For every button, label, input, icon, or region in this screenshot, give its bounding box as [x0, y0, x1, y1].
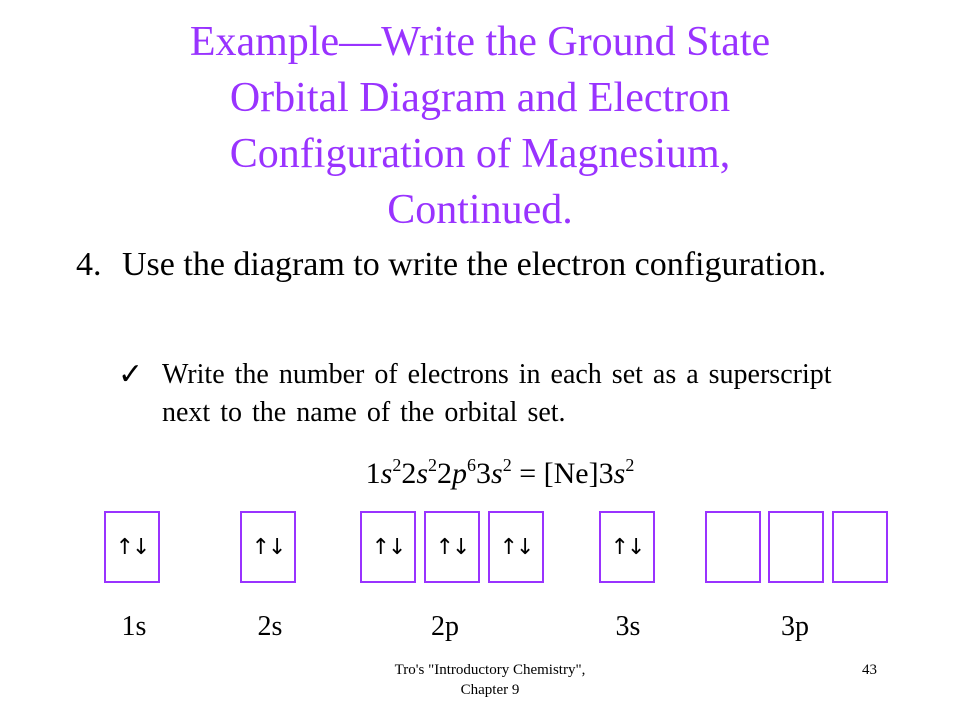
page-number: 43: [862, 662, 877, 678]
up-down-arrows-icon: ↑↓: [610, 534, 644, 560]
step-text: Use the diagram to write the electron configuration.: [122, 246, 827, 283]
orbital-box-1s: [104, 511, 160, 583]
title-line: Example—Write the Ground State: [189, 19, 771, 65]
electron-configuration: $1s^22s^22p^63s^2 = [Ne]3s^2$: [365, 455, 635, 490]
up-down-arrows-icon: ↑↓: [499, 534, 533, 560]
orbital-label-2s: 2s: [257, 611, 283, 642]
orbital-label-2p: 2p: [431, 611, 459, 642]
orbital-box-3s: [599, 511, 655, 583]
orbital-box-3p: [832, 511, 888, 583]
step-number: 4.: [76, 246, 102, 283]
orbital-box-2p: [360, 511, 416, 583]
up-down-arrows-icon: ↑↓: [251, 534, 285, 560]
up-down-arrows-icon: ↑↓: [115, 534, 149, 560]
orbital-box-2p: [488, 511, 544, 583]
up-down-arrows-icon: ↑↓: [371, 534, 405, 560]
slide-title: [60, 14, 900, 238]
up-down-arrows-icon: ↑↓: [435, 534, 469, 560]
orbital-box-2p: [424, 511, 480, 583]
checkmark-icon: ✓: [118, 358, 144, 391]
orbital-label-3s: 3s: [615, 611, 641, 642]
orbital-box-3p: [705, 511, 761, 583]
title-line: Continued.: [387, 187, 573, 233]
sub-bullet-text: Write the number of electrons in each set as a superscript next to the name of the orbital set.: [162, 359, 832, 428]
title-line: Configuration of Magnesium,: [229, 131, 731, 177]
title-line: Orbital Diagram and Electron: [229, 75, 731, 121]
orbital-label-1s: 1s: [121, 611, 147, 642]
orbital-label-3p: 3p: [781, 611, 809, 642]
footer-source: Tro's "Introductory Chemistry", Chapter 9: [394, 662, 586, 698]
orbital-box-2s: [240, 511, 296, 583]
orbital-box-3p: [768, 511, 824, 583]
